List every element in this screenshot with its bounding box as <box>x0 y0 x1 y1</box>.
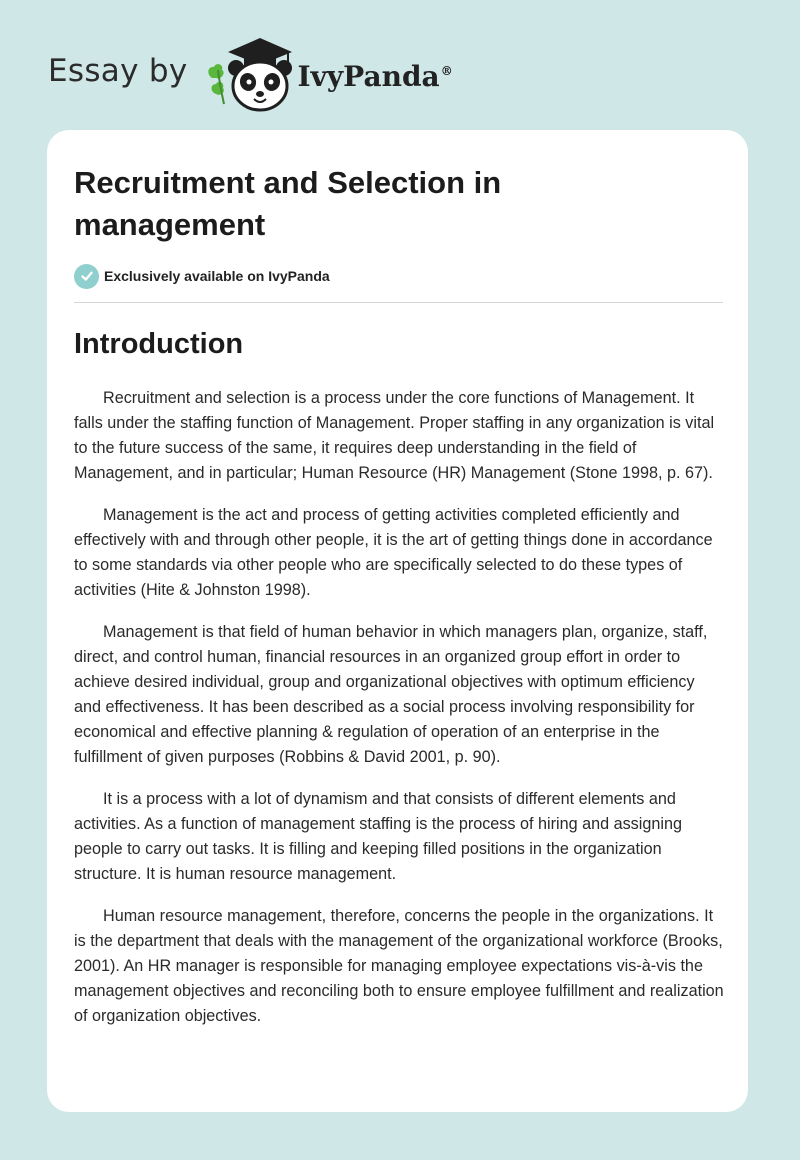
divider <box>74 302 723 303</box>
brand-name: IvyPanda® <box>297 59 453 93</box>
paragraph: Management is that field of human behavior in which managers plan, organize, staff, direct, and control human, financial resources in an organized group effort in order to achieve desired individual, group and organizational objectives with optimum efficiency and effectiveness. It has been described as a social process involving responsibility for economical and effective planning & regulation of operation of an enterprise in the fulfillment of given purposes (Robbins & David 2001, p. 90). <box>74 623 708 766</box>
exclusive-badge <box>74 263 330 289</box>
brand-prefix: Essay by <box>48 53 188 89</box>
paragraph: Recruitment and selection is a process under the core functions of Management. It falls under the staffing function of Management. Proper staffing in any organization is vital to the future success of the same, it requires deep understanding in the field of Management, and in particular; Human Resource (HR) Management (Stone 1998, p. 67). <box>74 389 715 482</box>
brand-header[interactable] <box>48 34 453 114</box>
paragraph: Human resource management, therefore, concerns the people in the organizations. It is the department that deals with the management of the organizational workforce (Brooks, 2001). An HR manager is responsible for managing employee expectations vis-à-vis the management objectives and reconciling both to ensure employee fulfillment and realization of organization objectives. <box>74 907 724 1025</box>
essay-body <box>74 386 724 1046</box>
section-heading-introduction: Introduction <box>74 328 244 360</box>
check-icon <box>74 264 99 289</box>
panda-graduate-logo-icon <box>204 34 296 114</box>
exclusive-label: Exclusively available on IvyPanda <box>104 268 330 284</box>
paragraph: Management is the act and process of getting activities completed efficiently and effectively with and through other people, it is the art of getting things done in accordance to some standards via other people who are specifically selected to do these types of activities (Hite & Johnston 1998). <box>74 506 713 599</box>
registered-mark: ® <box>440 64 453 79</box>
page-title: Recruitment and Selection in management <box>74 165 502 242</box>
essay-card <box>47 130 748 1112</box>
paragraph: It is a process with a lot of dynamism and that consists of different elements and activities. As a function of management staffing is the process of hiring and assigning people to carry out tasks. It is filling and keeping filled positions in the organization structure. It is human resource management. <box>74 790 682 883</box>
